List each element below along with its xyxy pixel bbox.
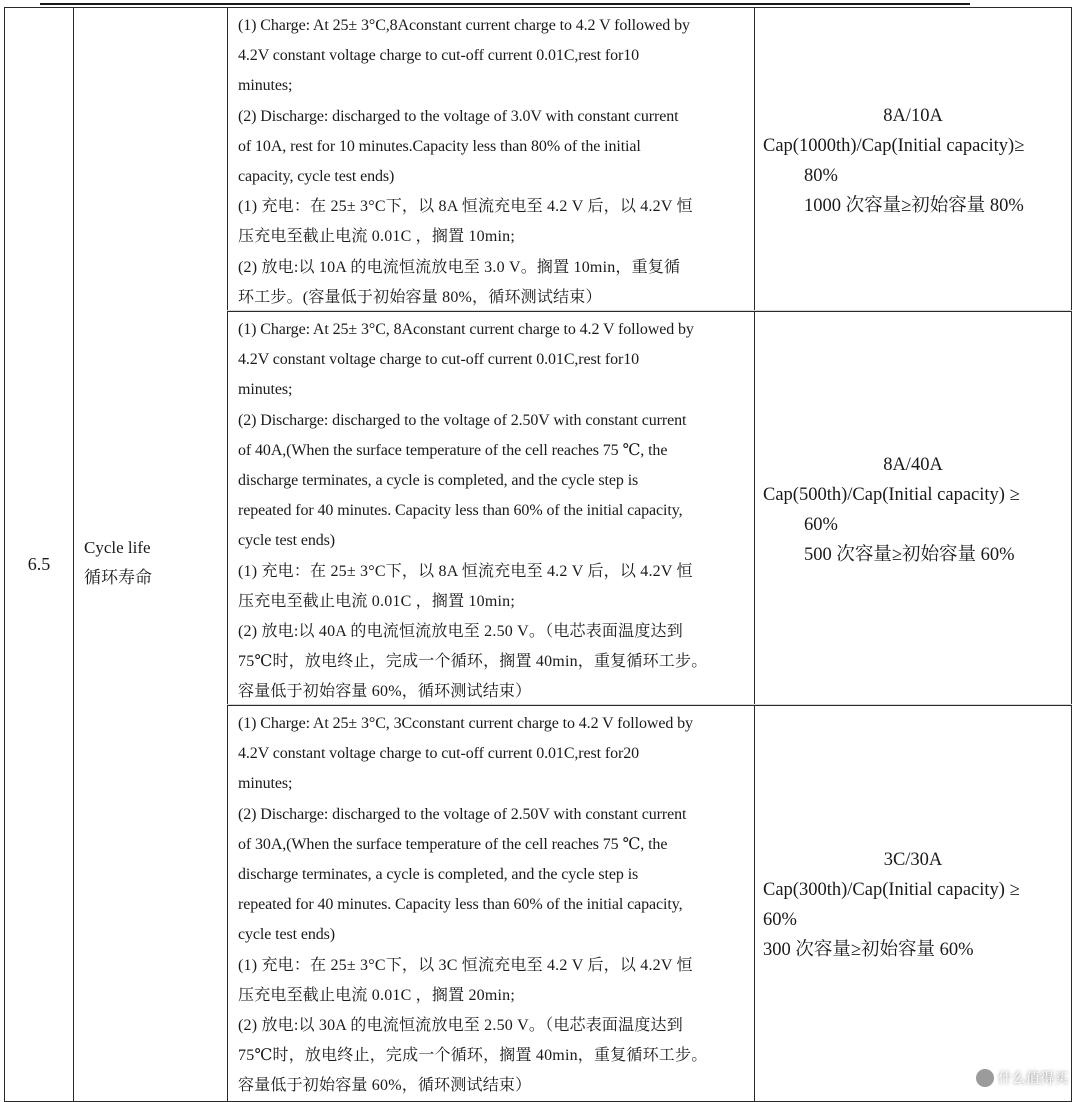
capacity-percent: 80%	[804, 166, 838, 186]
test-method-cell-1	[227, 7, 755, 312]
method-line: (1) 充电：在 25± 3°C下，以 3C 恒流充电至 4.2 V 后，以 4.2V 恒	[238, 956, 693, 974]
method-line: 4.2V constant voltage charge to cut-off current 0.01C,rest for20	[238, 745, 640, 763]
method-line: (1) 充电：在 25± 3°C下，以 8A 恒流充电至 4.2 V 后，以 4.2V 恒	[238, 562, 693, 580]
watermark-logo-icon	[976, 1069, 994, 1087]
method-line: (2) 放电:以 30A 的电流恒流放电至 2.50 V。（电芯表面温度达到	[238, 1017, 683, 1035]
method-line: minutes;	[238, 775, 293, 793]
method-line: repeated for 40 minutes. Capacity less than 60% of the initial capacity,	[238, 896, 683, 914]
method-line: (2) 放电:以 40A 的电流恒流放电至 2.50 V。（电芯表面温度达到	[238, 623, 683, 641]
method-line: 环工步。(容量低于初始容量 80%，循环测试结束）	[238, 288, 602, 306]
item-name	[84, 533, 152, 593]
method-line: (1) Charge: At 25± 3°C,8Aconstant current charge to 4.2 V followed by	[238, 17, 690, 34]
method-line: 75℃时，放电终止，完成一个循环，搁置 40min，重复循环工步。	[238, 1047, 708, 1065]
rate-label: 8A/10A	[883, 106, 943, 126]
standard-cell-2	[754, 311, 1072, 706]
method-line: of 40A,(When the surface temperature of the cell reaches 75 ℃, the	[238, 441, 668, 459]
method-line: minutes;	[238, 77, 293, 95]
method-line: (2) Discharge: discharged to the voltage of 3.0V with constant current	[238, 107, 679, 125]
item-name-cell	[73, 7, 228, 1102]
method-line: 4.2V constant voltage charge to cut-off current 0.01C,rest for10	[238, 351, 640, 369]
test-method-cell-3	[227, 705, 755, 1102]
capacity-ratio-en: Cap(500th)/Cap(Initial capacity) ≥	[763, 485, 1020, 505]
method-line: (2) Discharge: discharged to the voltage of 2.50V with constant current	[238, 411, 687, 429]
capacity-percent: 60%	[763, 910, 797, 930]
method-line: minutes;	[238, 381, 293, 399]
standard-cell-3	[754, 705, 1072, 1102]
test-method-cell-2	[227, 311, 755, 706]
method-line: discharge terminates, a cycle is completed, and the cycle step is	[238, 472, 639, 490]
rate-label: 3C/30A	[883, 850, 943, 870]
method-line: 容量低于初始容量 60%，循环测试结束）	[238, 683, 532, 701]
method-line: of 30A,(When the surface temperature of the cell reaches 75 ℃, the	[238, 835, 668, 853]
method-line: of 10A, rest for 10 minutes.Capacity less than 80% of the initial	[238, 137, 641, 155]
capacity-percent: 60%	[804, 515, 838, 535]
method-line: (2) 放电:以 10A 的电流恒流放电至 3.0 V。搁置 10min，重复循	[238, 258, 681, 276]
method-line: 压充电至截止电流 0.01C ，搁置 20min;	[238, 986, 516, 1004]
capacity-ratio-zh: 500 次容量≥初始容量 60%	[804, 545, 1015, 565]
method-line: 容量低于初始容量 60%，循环测试结束）	[238, 1077, 532, 1095]
method-line: 压充电至截止电流 0.01C ，搁置 10min;	[238, 228, 516, 246]
watermark-text: 什么值得买	[998, 1071, 1068, 1087]
capacity-ratio-zh: 1000 次容量≥初始容量 80%	[804, 196, 1024, 216]
method-line: capacity, cycle test ends)	[238, 168, 395, 186]
method-line: (1) Charge: At 25± 3°C, 8Aconstant current charge to 4.2 V followed by	[238, 321, 694, 338]
method-line: repeated for 40 minutes. Capacity less than 60% of the initial capacity,	[238, 502, 683, 520]
standard-cell-1	[754, 7, 1072, 312]
capacity-ratio-en: Cap(300th)/Cap(Initial capacity) ≥	[763, 880, 1020, 900]
method-line: cycle test ends)	[238, 926, 336, 944]
item-name-en: Cycle life	[84, 538, 151, 557]
method-line: 4.2V constant voltage charge to cut-off current 0.01C,rest for10	[238, 47, 640, 65]
method-line: (1) 充电：在 25± 3°C下，以 8A 恒流充电至 4.2 V 后，以 4.2V 恒	[238, 198, 693, 216]
method-line: cycle test ends)	[238, 532, 336, 550]
item-name-zh: 循环寿命	[84, 568, 152, 587]
method-line: (1) Charge: At 25± 3°C, 3Cconstant current charge to 4.2 V followed by	[238, 715, 693, 732]
item-number: 6.5	[27, 554, 51, 574]
method-line: 75℃时，放电终止，完成一个循环，搁置 40min，重复循环工步。	[238, 653, 708, 671]
method-line: discharge terminates, a cycle is completed, and the cycle step is	[238, 866, 639, 884]
capacity-ratio-en: Cap(1000th)/Cap(Initial capacity)≥	[763, 136, 1025, 156]
rate-label: 8A/40A	[883, 455, 943, 475]
item-number-cell	[4, 7, 74, 1102]
capacity-ratio-zh: 300 次容量≥初始容量 60%	[763, 940, 974, 960]
top-rule	[40, 3, 970, 5]
method-line: 压充电至截止电流 0.01C ，搁置 10min;	[238, 592, 516, 610]
method-line: (2) Discharge: discharged to the voltage of 2.50V with constant current	[238, 805, 687, 823]
watermark	[976, 1068, 1068, 1088]
